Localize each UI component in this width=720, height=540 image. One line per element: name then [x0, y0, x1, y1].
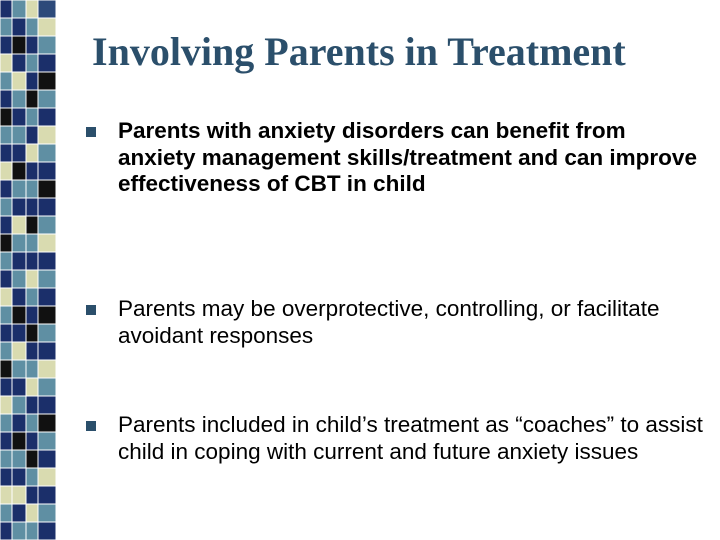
- stripe-segment: [38, 72, 56, 90]
- stripe-segment: [0, 180, 12, 198]
- bullet-text: Parents included in child’s treatment as “coaches” to assist child in coping with current and future anxiety issues: [118, 412, 703, 464]
- stripe-segment: [26, 378, 38, 396]
- stripe-segment: [0, 324, 12, 342]
- stripe-segment: [12, 216, 26, 234]
- stripe-segment: [26, 306, 38, 324]
- stripe-segment: [0, 396, 12, 414]
- stripe-segment: [0, 468, 12, 486]
- stripe-segment: [38, 18, 56, 36]
- stripe-segment: [38, 504, 56, 522]
- stripe-segment: [26, 54, 38, 72]
- stripe-segment: [12, 360, 26, 378]
- square-bullet-icon: [86, 305, 96, 315]
- stripe-segment: [0, 54, 12, 72]
- stripe-segment: [12, 270, 26, 288]
- slide-title: Involving Parents in Treatment: [92, 29, 626, 74]
- stripe-segment: [12, 378, 26, 396]
- stripe-segment: [38, 486, 56, 504]
- stripe-segment: [26, 486, 38, 504]
- stripe-segment: [26, 234, 38, 252]
- stripe-segment: [12, 432, 26, 450]
- stripe-segment: [12, 36, 26, 54]
- stripe-segment: [38, 216, 56, 234]
- stripe-segment: [0, 90, 12, 108]
- stripe-segment: [38, 198, 56, 216]
- stripe-segment: [0, 144, 12, 162]
- stripe-segment: [0, 306, 12, 324]
- stripe-segment: [38, 144, 56, 162]
- stripe-segment: [12, 180, 26, 198]
- stripe-segment: [26, 144, 38, 162]
- stripe-segment: [38, 342, 56, 360]
- stripe-segment: [0, 162, 12, 180]
- stripe-segment: [26, 252, 38, 270]
- stripe-segment: [26, 90, 38, 108]
- stripe-segment: [38, 54, 56, 72]
- stripe-segment: [0, 252, 12, 270]
- stripe-segment: [38, 396, 56, 414]
- stripe-segment: [26, 360, 38, 378]
- stripe-segment: [26, 468, 38, 486]
- stripe-segment: [0, 360, 12, 378]
- stripe-segment: [26, 450, 38, 468]
- stripe-segment: [38, 432, 56, 450]
- stripe-segment: [26, 324, 38, 342]
- stripe-segment: [12, 522, 26, 540]
- stripe-segment: [12, 162, 26, 180]
- square-bullet-icon: [86, 421, 96, 431]
- stripe-segment: [38, 252, 56, 270]
- stripe-segment: [0, 18, 12, 36]
- stripe-segment: [0, 198, 12, 216]
- stripe-segment: [12, 0, 26, 18]
- stripe-segment: [0, 486, 12, 504]
- decorative-stripe-bar: [0, 0, 60, 540]
- bullet-text: Parents may be overprotective, controlling, or facilitate avoidant responses: [118, 296, 660, 348]
- stripe-segment: [38, 450, 56, 468]
- stripe-segment: [0, 342, 12, 360]
- stripe-segment: [12, 486, 26, 504]
- stripe-segment: [12, 72, 26, 90]
- stripe-segment: [26, 432, 38, 450]
- stripe-segment: [26, 180, 38, 198]
- stripe-segment: [12, 306, 26, 324]
- stripe-segment: [0, 288, 12, 306]
- stripe-segment: [0, 108, 12, 126]
- stripe-segment: [26, 72, 38, 90]
- stripe-segment: [12, 126, 26, 144]
- stripe-segment: [38, 306, 56, 324]
- stripe-segment: [26, 0, 38, 18]
- stripe-segment: [38, 288, 56, 306]
- stripe-segment: [0, 270, 12, 288]
- stripe-segment: [26, 36, 38, 54]
- stripe-segment: [38, 234, 56, 252]
- stripe-segment: [12, 504, 26, 522]
- stripe-segment: [12, 90, 26, 108]
- stripe-segment: [0, 432, 12, 450]
- stripe-segment: [26, 126, 38, 144]
- stripe-segment: [38, 0, 56, 18]
- bullet-text: Parents with anxiety disorders can benefit from anxiety management skills/treatment and can improve effectiveness of CBT in child: [118, 118, 697, 196]
- stripe-segment: [12, 288, 26, 306]
- stripe-segment: [12, 324, 26, 342]
- stripe-segment: [38, 126, 56, 144]
- stripe-segment: [0, 234, 12, 252]
- stripe-segment: [12, 18, 26, 36]
- stripe-segment: [0, 414, 12, 432]
- stripe-segment: [38, 522, 56, 540]
- stripe-segment: [12, 108, 26, 126]
- stripe-segment: [0, 0, 12, 18]
- stripe-segment: [12, 54, 26, 72]
- stripe-segment: [26, 108, 38, 126]
- stripe-segment: [38, 414, 56, 432]
- stripe-segment: [0, 36, 12, 54]
- stripe-segment: [12, 396, 26, 414]
- stripe-segment: [0, 504, 12, 522]
- stripe-segment: [38, 162, 56, 180]
- stripe-segment: [26, 396, 38, 414]
- stripe-segment: [26, 342, 38, 360]
- stripe-segment: [38, 270, 56, 288]
- stripe-segment: [12, 414, 26, 432]
- stripe-segment: [26, 522, 38, 540]
- stripe-segment: [0, 450, 12, 468]
- stripe-segment: [26, 216, 38, 234]
- stripe-segment: [38, 108, 56, 126]
- stripe-segment: [38, 468, 56, 486]
- stripe-segment: [26, 414, 38, 432]
- stripe-segment: [38, 90, 56, 108]
- stripe-segment: [26, 504, 38, 522]
- stripe-segment: [38, 324, 56, 342]
- square-bullet-icon: [86, 127, 96, 137]
- stripe-segment: [12, 198, 26, 216]
- stripe-segment: [38, 180, 56, 198]
- stripe-segment: [12, 342, 26, 360]
- stripe-segment: [0, 72, 12, 90]
- stripe-segment: [38, 378, 56, 396]
- stripe-segment: [0, 378, 12, 396]
- stripe-segment: [26, 18, 38, 36]
- stripe-segment: [12, 234, 26, 252]
- stripe-segment: [26, 198, 38, 216]
- stripe-segment: [38, 36, 56, 54]
- stripe-segment: [26, 270, 38, 288]
- stripe-segment: [26, 162, 38, 180]
- stripe-segment: [0, 126, 12, 144]
- stripe-segment: [12, 450, 26, 468]
- stripe-segment: [0, 522, 12, 540]
- stripe-segment: [26, 288, 38, 306]
- stripe-segment: [12, 252, 26, 270]
- stripe-segment: [0, 216, 12, 234]
- stripe-segment: [38, 360, 56, 378]
- stripe-segment: [12, 144, 26, 162]
- stripe-segment: [12, 468, 26, 486]
